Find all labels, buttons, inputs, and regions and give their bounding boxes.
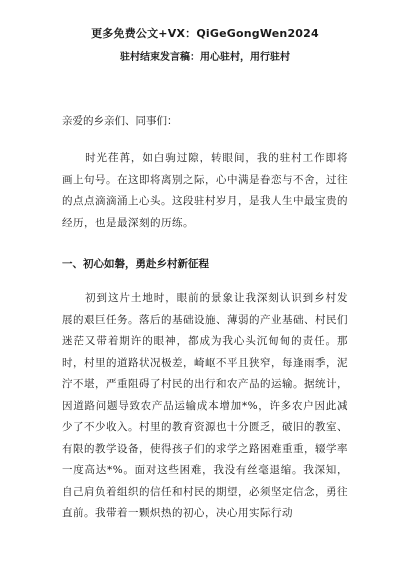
- section-heading: 一、初心如磐，勇赴乡村新征程: [62, 258, 209, 270]
- section-paragraph: 初到这片土地时，眼前的景象让我深刻认识到乡村发展的艰巨任务。落后的基础设施、薄弱的产业基础、村民们迷茫又带着期许的眼神，都成为我心头沉甸甸的责任。那时，村里的道路状况极差，崎岖不平且狭窄，每逢雨季，泥泞不堪，严重阻碍了村民的出行和农产品的运输。据统计，因道路问题导致农产品运输成本增加*%，许多农户因此减少了不少收入。村里的教育资源也十分匮乏，破旧的教室、有限的教学设备，使得孩子们的求学之路困难重重，辍学率一度高达*%。面对这些困难，我没有丝毫退缩。我深知，自己肩负着组织的信任和村民的期望，必须坚定信念，勇往直前。我带着一颗炽热的初心，决心用实际行动: [62, 292, 348, 519]
- document-subtitle: 驻村结束发言稿：用心驻村，用行驻村: [120, 52, 290, 63]
- header-watermark-title: 更多免费公文+VX：QiGeGongWen2024: [91, 27, 319, 40]
- salutation: 亲爱的乡亲们、同事们：: [62, 115, 178, 127]
- intro-paragraph: 时光荏苒，如白驹过隙，转眼间，我的驻村工作即将画上句号。在这即将离别之际，心中满是眷恋与不舍，过往的点点滴滴涌上心头。这段驻村岁月，是我人生中最宝贵的经历，也是最深刻的历练。: [62, 152, 348, 229]
